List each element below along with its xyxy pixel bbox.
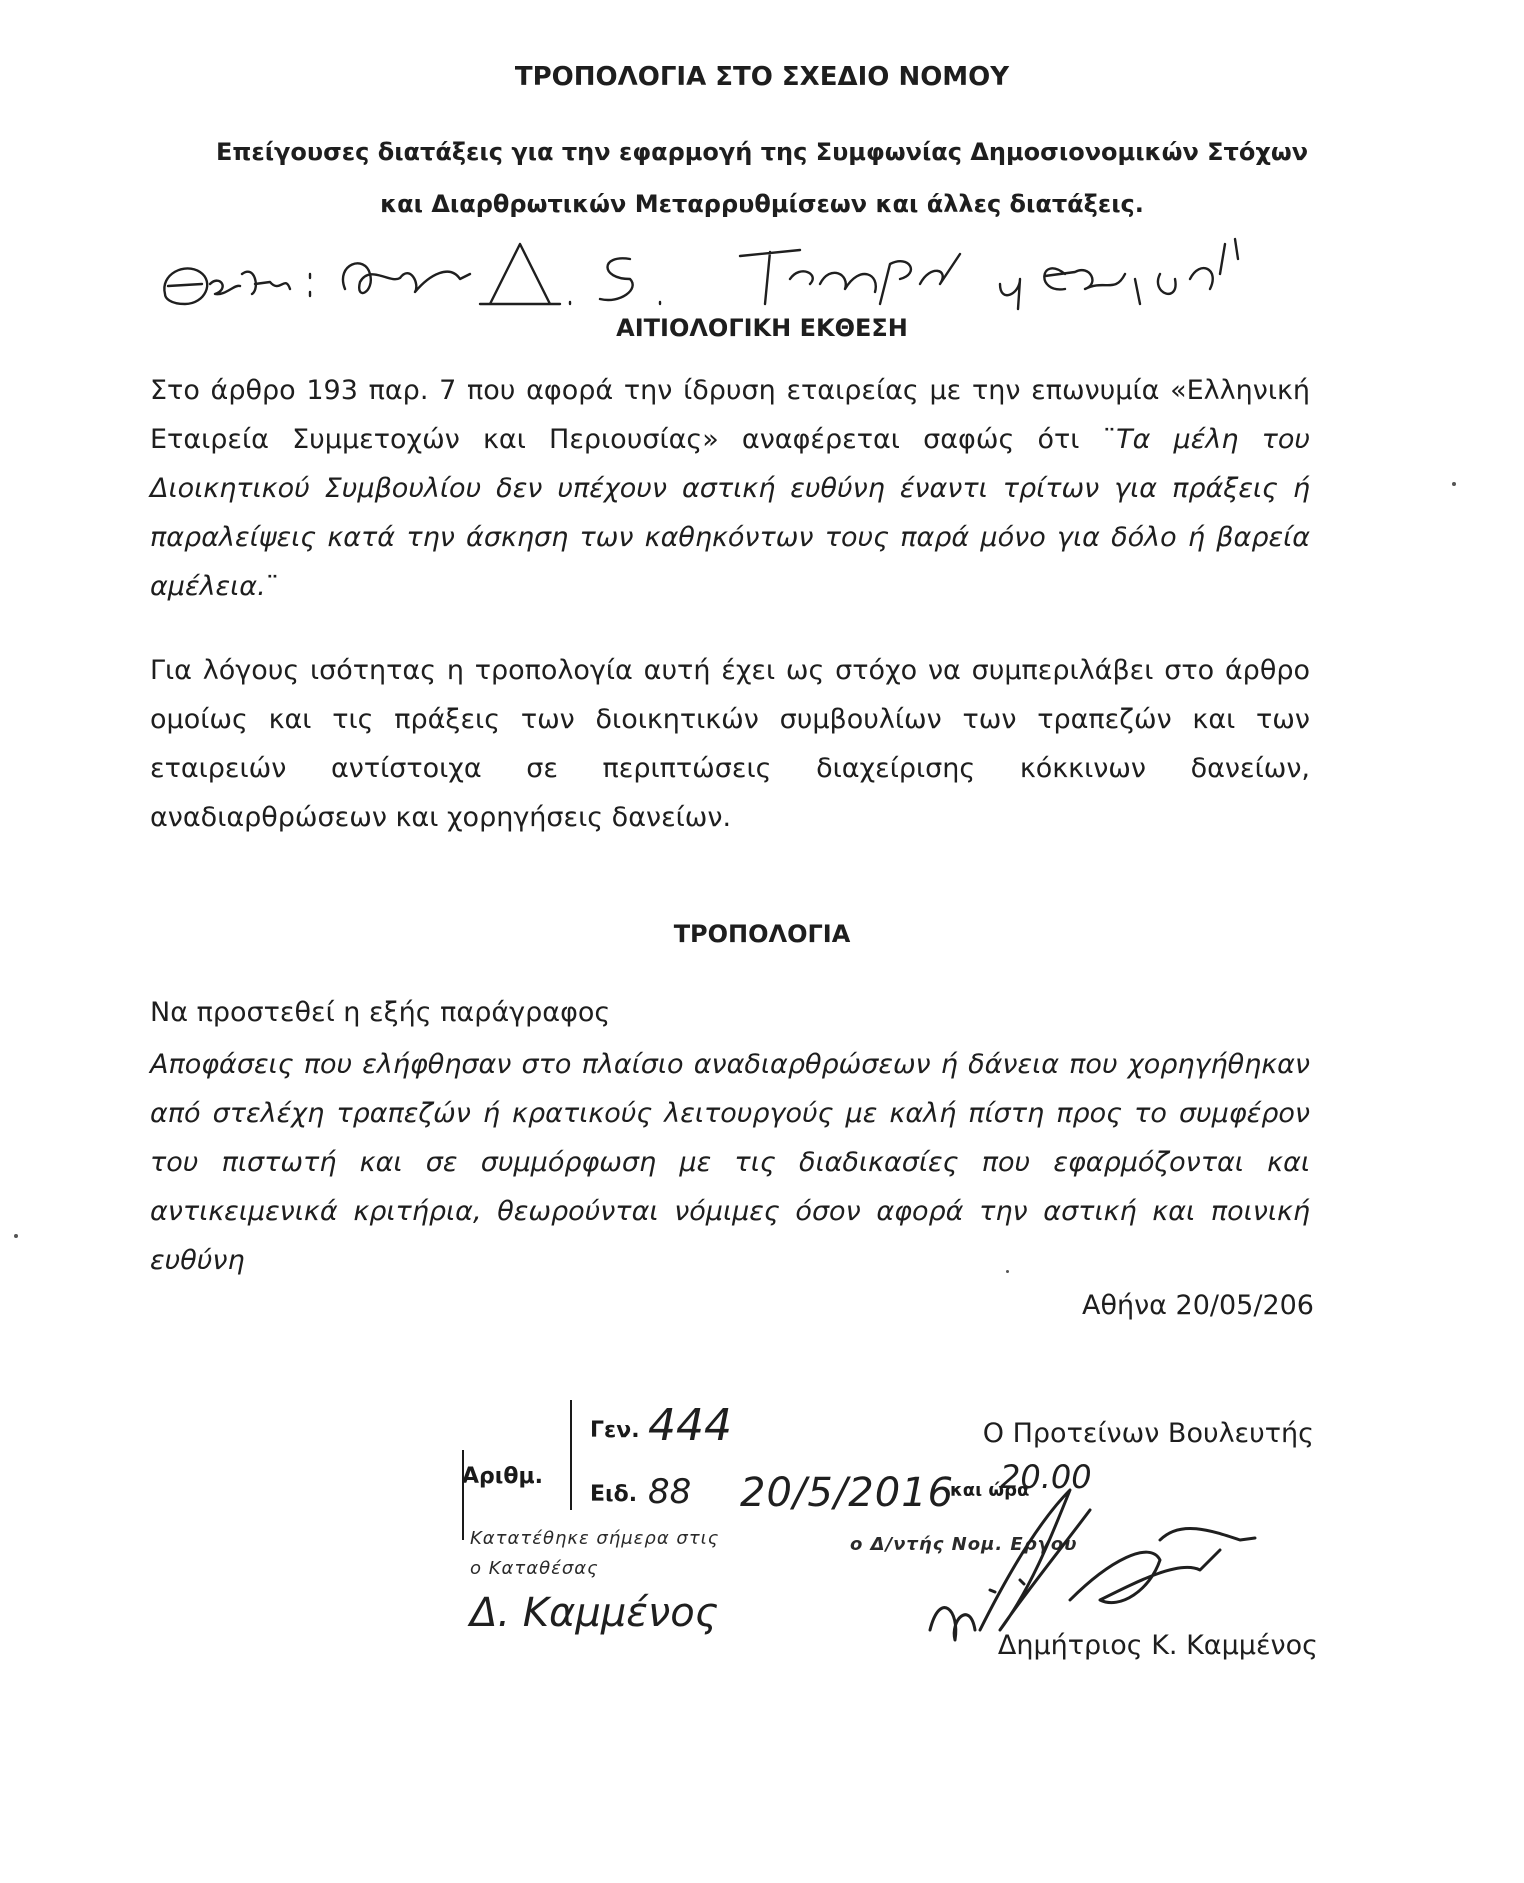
stamp-gen-number: 444: [648, 1400, 732, 1451]
proposer-label: Ο Προτείνων Βουλευτής: [982, 1418, 1314, 1449]
document-title: ΤΡΟΠΟΛΟΓΙΑ ΣΤΟ ΣΧΕΔΙΟ ΝΟΜΟΥ: [514, 62, 1010, 92]
bill-subtitle: [120, 126, 1404, 230]
paragraph-1-quote: Τα μέλη του Διοικητικού Συμβουλίου δεν υπέχουν αστική ευθύνη έναντι τρίτων για πράξεις ή παραλείψεις κατά την άσκηση των καθηκόντων τους παρά μόνο για δόλο ή βαρεία αμέλεια.: [150, 424, 1310, 602]
stamp-gen-label: Γεν.: [590, 1418, 640, 1443]
date-line: Αθήνα 20/05/206: [1081, 1290, 1314, 1321]
handwritten-subject-drawing: [160, 234, 1300, 324]
explanatory-paragraph-2: Για λόγους ισότητας η τροπολογία αυτή έχει ως στόχο να συμπεριλάβει στο άρθρο ομοίως και τις πράξεις των διοικητικών συμβουλίων των τραπεζών και των εταιρειών αντίστοιχα σε περιπτώσεις διαχείρισης κόκκινων δανείων, αναδιαρθρώσεων και χορηγήσεις δανείων.: [150, 655, 1310, 833]
scan-speck: [1452, 482, 1456, 486]
stamp-filed-text: Κατατέθηκε σήμερα στις: [470, 1528, 720, 1549]
signatory-name: Δημήτριος Κ. Καμμένος: [997, 1630, 1318, 1661]
stamp-divider-right: [570, 1400, 572, 1510]
stamp-time-label: και ώρα: [950, 1480, 1030, 1501]
amendment-text: Αποφάσεις που ελήφθησαν στο πλαίσιο αναδιαρθρώσεων ή δάνεια που χορηγήθηκαν από στελέχη τραπεζών ή κρατικούς λειτουργούς με καλή πίστη προς το συμφέρον του πιστωτή και σε συμμόρφωση με τις διαδικασίες που εφαρμόζονται και αντικειμενικά κριτήρια, θεωρούνται νόμιμες όσον αφορά την αστική και ποινική ευθύνη: [150, 1049, 1310, 1276]
paragraph-1-plain: Στο άρθρο 193 παρ. 7 που αφορά την ίδρυση εταιρείας με την επωνυμία «Ελληνική Εταιρεία Συμμετοχών και Περιουσίας» αναφέρεται σαφώς ότι ¨: [150, 375, 1310, 455]
amendment-intro: Να προστεθεί η εξής παράγραφος: [150, 997, 611, 1028]
stamp-arith-label: Αριθμ.: [462, 1464, 544, 1489]
amendment-heading: ΤΡΟΠΟΛΟΓΙΑ: [673, 920, 851, 948]
signature-drawing: [920, 1480, 1280, 1650]
signature-scribble: [920, 1480, 1280, 1650]
stamp-depositor-name: Δ. Καμμένος: [470, 1590, 719, 1636]
stamp-filed-date: 20/5/2016: [740, 1470, 955, 1516]
stamp-depositor-label: ο Καταθέσας: [470, 1558, 599, 1579]
stamp-time-value: 20.00: [1000, 1458, 1092, 1496]
stamp-director-label: ο Δ/ντής Νομ. Εργου: [850, 1534, 1078, 1555]
subtitle-line-1: Επείγουσες διατάξεις για την εφαρμογή της Συμφωνίας Δημοσιονομικών Στόχων: [215, 138, 1309, 166]
explanatory-report-heading: ΑΙΤΙΟΛΟΓΙΚΗ ΕΚΘΕΣΗ: [616, 314, 908, 342]
scan-speck: [1006, 1270, 1009, 1273]
handwritten-subject: [160, 234, 1300, 324]
subtitle-line-2: και Διαρθρωτικών Μεταρρυθμίσεων και άλλες διατάξεις.: [380, 190, 1144, 218]
explanatory-paragraph-1: [150, 366, 1310, 611]
paragraph-1-end: ¨: [265, 571, 280, 602]
scan-speck: [14, 1234, 18, 1238]
stamp-eid-label: Ειδ.: [590, 1482, 638, 1507]
stamp-eid-number: 88: [648, 1472, 692, 1512]
